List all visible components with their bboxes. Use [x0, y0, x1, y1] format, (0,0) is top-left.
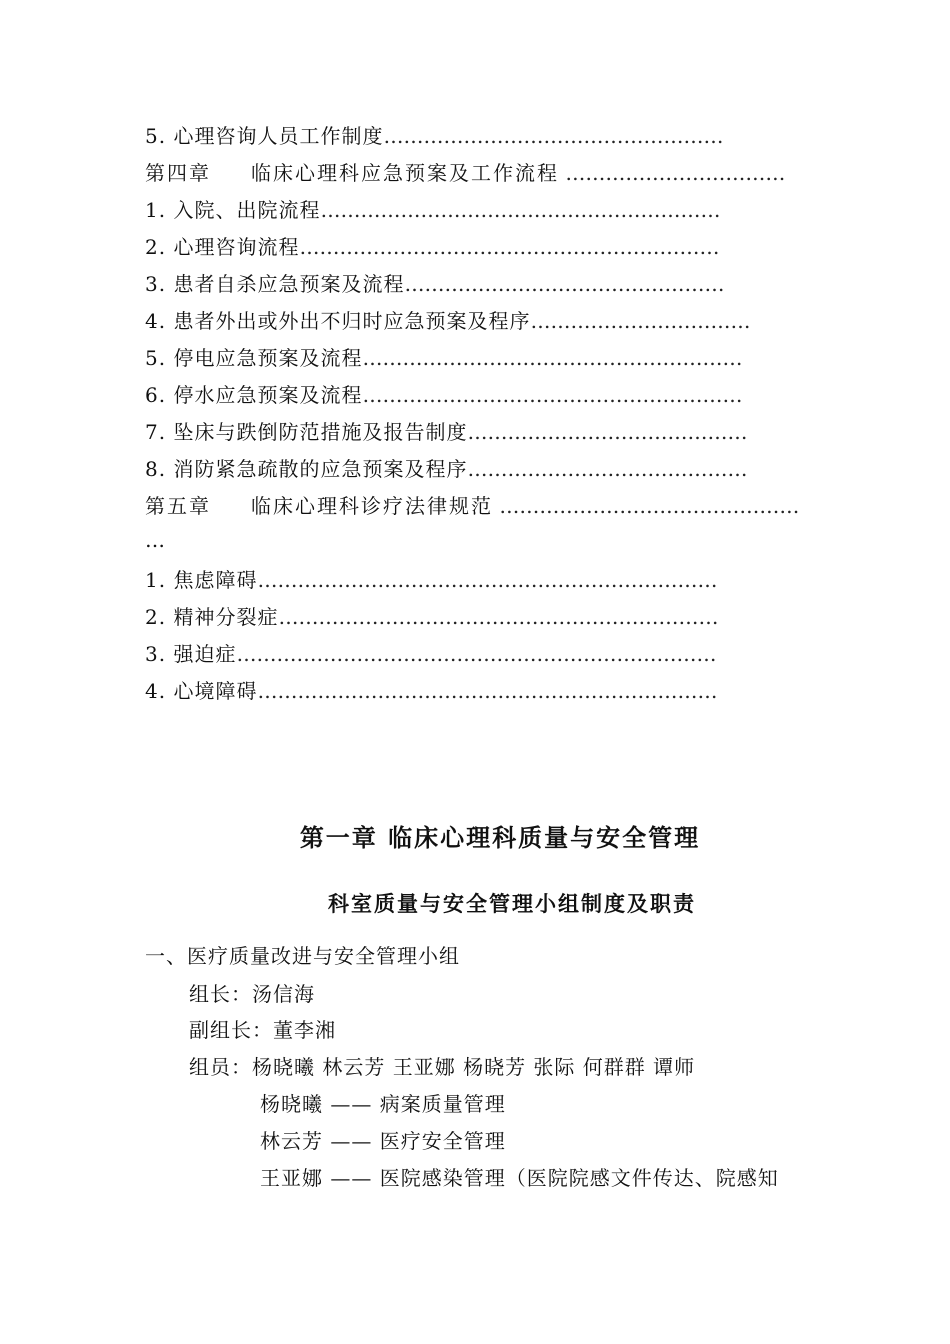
toc-chapter [145, 155, 845, 192]
toc-leader-dots: …………………………………………………… [320, 198, 721, 222]
toc-item-label: 5. 停电应急预案及流程 [145, 346, 363, 370]
toc-leader-dots: …………………………… [530, 309, 751, 333]
toc-item [145, 451, 845, 488]
leader-line: 组长：汤信海 [189, 982, 315, 1006]
toc-chapter [145, 488, 845, 525]
toc-item-label: 6. 停水应急预案及流程 [145, 383, 363, 407]
toc-item [145, 192, 845, 229]
toc-item-label: 8. 消防紧急疏散的应急预案及程序 [145, 457, 468, 481]
toc-item [145, 636, 845, 673]
toc-item [145, 266, 845, 303]
toc-leader-dots: ……………………………………………………………… [236, 642, 717, 666]
toc-leader-dots: ……………………………………………………… [299, 235, 720, 259]
toc-leader-dots: …………………………………… [467, 420, 748, 444]
toc-item-label: 1. 焦虑障碍 [145, 568, 258, 592]
toc-leader-dots: ………………………………………………… [362, 383, 743, 407]
toc-leader-dots: ………………………………………………… [362, 346, 743, 370]
toc-chapter-title: 临床心理科诊疗法律规范 [251, 494, 493, 518]
toc-item [145, 340, 845, 377]
toc-leader-dots: …………………………………………… [383, 124, 724, 148]
table-of-contents [145, 118, 845, 710]
members-line: 组员：杨晓曦 林云芳 王亚娜 杨晓芳 张际 何群群 谭师 [189, 1055, 696, 1079]
body-heading: 一、医疗质量改进与安全管理小组 [145, 944, 460, 968]
toc-item [145, 599, 845, 636]
toc-chapter-number: 第四章 [145, 161, 211, 185]
toc-item-label: 5. 心理咨询人员工作制度 [145, 124, 384, 148]
toc-leader-dots: …………………………………………………………… [257, 568, 718, 592]
toc-overflow-dots: … [145, 528, 165, 552]
toc-item-label: 3. 强迫症 [145, 642, 237, 666]
toc-item [145, 303, 845, 340]
vice-leader-line: 副组长：董李湘 [189, 1018, 336, 1042]
toc-item-label: 7. 坠床与跌倒防范措施及报告制度 [145, 420, 468, 444]
toc-item-label: 2. 精神分裂症 [145, 605, 279, 629]
toc-leader-dots: ………………………………………………………… [278, 605, 719, 629]
duty-line: 杨晓曦 —— 病案质量管理 [260, 1092, 506, 1116]
duty-line: 王亚娜 —— 医院感染管理（医院院感文件传达、院感知 [260, 1166, 779, 1190]
toc-item [145, 377, 845, 414]
toc-leader-dots: …………………………………………………………… [257, 679, 718, 703]
duty-line: 林云芳 —— 医疗安全管理 [260, 1129, 506, 1153]
toc-leader-dots: …………………………………… [467, 457, 748, 481]
toc-item [145, 118, 845, 155]
toc-item [145, 673, 845, 710]
toc-leader-dots: ………………………………………… [404, 272, 725, 296]
toc-item-label: 4. 心境障碍 [145, 679, 258, 703]
toc-item-label: 3. 患者自杀应急预案及流程 [145, 272, 405, 296]
chapter-title: 第一章 临床心理科质量与安全管理 [299, 824, 701, 852]
toc-item-label: 1. 入院、出院流程 [145, 198, 321, 222]
toc-item [145, 229, 845, 266]
toc-leader-dots: ……………………………………… [493, 494, 800, 518]
section-title: 科室质量与安全管理小组制度及职责 [328, 892, 696, 916]
toc-item [145, 414, 845, 451]
toc-chapter-number: 第五章 [145, 494, 211, 518]
toc-chapter-title: 临床心理科应急预案及工作流程 [251, 161, 559, 185]
toc-item [145, 562, 845, 599]
toc-leader-dots: …………………………… [559, 161, 786, 185]
toc-item-label: 4. 患者外出或外出不归时应急预案及程序 [145, 309, 531, 333]
toc-item-label: 2. 心理咨询流程 [145, 235, 300, 259]
